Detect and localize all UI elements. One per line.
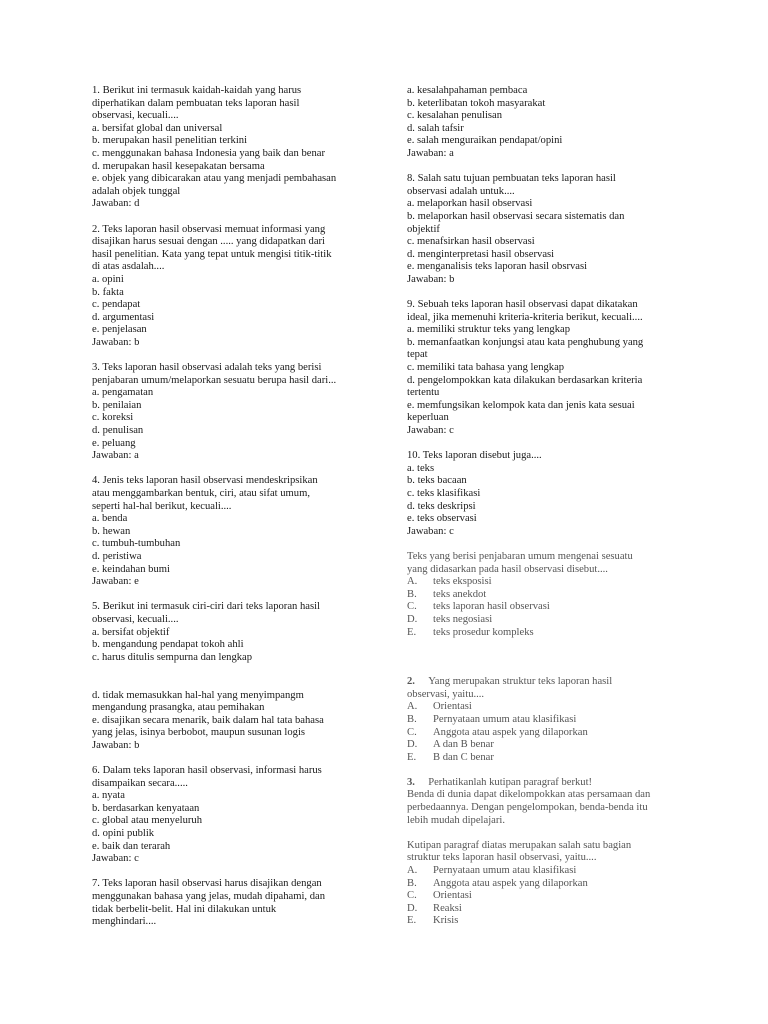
text-line: seperti hal-hal berikut, kecuali.... xyxy=(92,500,232,512)
option-row xyxy=(407,601,679,614)
text-line: d. salah tafsir xyxy=(407,122,464,134)
option-row xyxy=(407,752,679,765)
option-letter: A. xyxy=(407,865,418,877)
text-line: hasil penelitian. Kata yang tepat untuk mengisi titik-titik xyxy=(92,248,332,260)
option-text: teks anekdot xyxy=(433,588,487,600)
option-row xyxy=(407,878,679,891)
option-text: teks negosiasi xyxy=(433,613,493,625)
text-line: Kutipan paragraf diatas merupakan salah satu bagian xyxy=(407,839,632,851)
text-line: objektif xyxy=(407,223,440,235)
text-line: b. merupakan hasil penelitian terkini xyxy=(92,135,248,147)
question-5-part-2 xyxy=(92,677,384,753)
gray-q1-options xyxy=(407,576,679,639)
gray-question-2 xyxy=(407,676,679,764)
text-line: 4. Jenis teks laporan hasil observasi mendeskripsikan xyxy=(92,475,318,487)
text-line: e. disajikan secara menarik, baik dalam hal tata bahasa xyxy=(92,714,324,726)
text-line: a. melaporkan hasil observasi xyxy=(407,198,533,210)
text-line xyxy=(92,677,384,690)
gray-q3-options xyxy=(407,865,679,928)
text-line: b. memanfaatkan konjungsi atau kata penghubung yang xyxy=(407,336,644,348)
text-line: b. teks bacaan xyxy=(407,475,467,487)
text-line: perbedaannya. Dengan pengelompokan, benda-benda itu xyxy=(407,802,648,814)
text-line: d. teks deskripsi xyxy=(407,500,476,512)
text-line: d. menginterpretasi hasil observasi xyxy=(407,248,555,260)
gray-q1-stem xyxy=(407,551,679,576)
text-line: c. menafsirkan hasil observasi xyxy=(407,236,535,248)
option-text: Anggota atau aspek yang dilaporkan xyxy=(433,726,588,738)
text-line: 10. Teks laporan disebut juga.... xyxy=(407,450,542,462)
question-2 xyxy=(92,224,384,350)
option-row xyxy=(407,589,679,602)
text-line: c. teks klasifikasi xyxy=(407,488,481,499)
text-line: observasi, kecuali.... xyxy=(92,110,179,122)
text-line: Jawaban: c xyxy=(407,425,454,437)
gray-q3-question xyxy=(407,840,679,865)
text-line: a. memiliki struktur teks yang lengkap xyxy=(407,324,570,336)
text-line: a. pengamatan xyxy=(92,387,154,399)
option-letter: A. xyxy=(407,576,418,588)
option-row xyxy=(407,701,679,714)
text-line: adalah objek tunggal xyxy=(92,185,181,197)
question-10 xyxy=(407,450,679,538)
option-text: Anggota atau aspek yang dilaporkan xyxy=(433,877,588,889)
text-line: Benda di dunia dapat dikelompokkan atas persamaan dan xyxy=(407,789,651,801)
text-line: d. argumentasi xyxy=(92,311,155,323)
text-line: 5. Berikut ini termasuk ciri-ciri dari teks laporan hasil xyxy=(92,601,320,613)
text-line: c. global atau menyeluruh xyxy=(92,815,203,827)
option-letter: B. xyxy=(407,713,417,725)
gray-q2-number: 2. xyxy=(407,676,415,688)
question-4 xyxy=(92,475,384,588)
text-line: disajikan harus sesuai dengan ..... yang didapatkan dari xyxy=(92,236,325,248)
option-letter: A. xyxy=(407,701,418,713)
option-letter: B. xyxy=(407,588,417,600)
option-row xyxy=(407,739,679,752)
text-line: tertentu xyxy=(407,387,440,399)
text-line: b. melaporkan hasil observasi secara sistematis dan xyxy=(407,210,625,222)
option-row xyxy=(407,890,679,903)
option-text: Pernyataan umum atau klasifikasi xyxy=(433,865,577,877)
text-line: disampaikan secara..... xyxy=(92,777,188,789)
option-row xyxy=(407,915,679,928)
right-column xyxy=(407,85,679,928)
text-line: menghindari.... xyxy=(92,916,157,928)
text-line: e. keindahan bumi xyxy=(92,563,170,575)
question-6 xyxy=(92,765,384,866)
text-line: yang didasarkan pada hasil observasi disebut.... xyxy=(407,563,608,575)
left-column xyxy=(92,85,384,941)
text-line: tidak berbelit-belit. Hal ini dilakukan untuk xyxy=(92,903,277,915)
text-line: diperhatikan dalam pembuatan teks laporan hasil xyxy=(92,97,300,109)
question-1 xyxy=(92,85,384,211)
text-line: 6. Dalam teks laporan hasil observasi, informasi harus xyxy=(92,765,322,777)
text-line: 1. Berikut ini termasuk kaidah-kaidah yang harus xyxy=(92,85,302,96)
text-line: Teks yang berisi penjabaran umum mengenai sesuatu xyxy=(407,550,633,562)
option-text: B dan C benar xyxy=(433,751,494,763)
option-text: teks laporan hasil observasi xyxy=(433,601,550,613)
option-letter: D. xyxy=(407,739,418,751)
text-line: b. hewan xyxy=(92,525,131,537)
gray-q3-passage xyxy=(407,789,679,827)
option-text: Pernyataan umum atau klasifikasi xyxy=(433,713,577,725)
text-line: e. menganalisis teks laporan hasil obsrvasi xyxy=(407,261,588,273)
text-line: tepat xyxy=(407,349,428,361)
option-letter: C. xyxy=(407,601,417,613)
text-line: di atas asdalah.... xyxy=(92,261,165,273)
text-line: d. opini publik xyxy=(92,828,155,840)
question-7-stem xyxy=(92,878,384,928)
text-line: Jawaban: b xyxy=(407,273,455,285)
text-line: 9. Sebuah teks laporan hasil observasi dapat dikatakan xyxy=(407,299,638,311)
option-text: teks eksposisi xyxy=(433,576,492,588)
option-text: Orientasi xyxy=(433,701,472,713)
text-line: Jawaban: c xyxy=(407,525,454,537)
text-line: b. berdasarkan kenyataan xyxy=(92,802,200,814)
question-7-options xyxy=(407,85,679,161)
text-line: observasi adalah untuk.... xyxy=(407,185,515,197)
option-letter: E. xyxy=(407,751,417,763)
text-line: a. opini xyxy=(92,273,124,285)
text-line: c. harus ditulis sempurna dan lengkap xyxy=(92,651,253,663)
option-text: A dan B benar xyxy=(433,739,494,751)
option-letter: C. xyxy=(407,890,417,902)
text-line: d. merupakan hasil kesepakatan bersama xyxy=(92,160,265,172)
text-line: Jawaban: d xyxy=(92,198,140,210)
option-row xyxy=(407,714,679,727)
gray-q3-stem: Perhatikanlah kutipan paragraf berkut! xyxy=(428,776,593,788)
text-line: d. pengelompokkan kata dilakukan berdasarkan kriteria xyxy=(407,374,643,386)
text-line: e. penjelasan xyxy=(92,324,147,336)
text-line: a. benda xyxy=(92,513,128,525)
text-line: a. kesalahpahaman pembaca xyxy=(407,85,528,96)
text-line: e. baik dan terarah xyxy=(92,840,171,852)
option-row xyxy=(407,903,679,916)
option-row xyxy=(407,865,679,878)
text-line: e. salah menguraikan pendapat/opini xyxy=(407,135,563,147)
option-letter: D. xyxy=(407,902,418,914)
text-line: keperluan xyxy=(407,412,449,424)
text-line: mengandung prasangka, atau pemihakan xyxy=(92,702,265,714)
option-row xyxy=(407,727,679,740)
text-line: b. keterlibatan tokoh masyarakat xyxy=(407,97,546,109)
text-line: a. teks xyxy=(407,462,435,474)
option-letter: D. xyxy=(407,613,418,625)
text-line: 2. Teks laporan hasil observasi memuat informasi yang xyxy=(92,223,326,235)
text-line: Jawaban: b xyxy=(92,336,140,348)
text-line: 8. Salah satu tujuan pembuatan teks laporan hasil xyxy=(407,173,616,185)
option-text: teks prosedur kompleks xyxy=(433,626,534,638)
question-5-part-1 xyxy=(92,601,384,664)
question-9 xyxy=(407,299,679,438)
gray-question-3 xyxy=(407,777,679,928)
option-text: Orientasi xyxy=(433,890,472,902)
text-line: d. tidak memasukkan hal-hal yang menyimpangm xyxy=(92,689,304,701)
option-letter: B. xyxy=(407,877,417,889)
option-text: Krisis xyxy=(433,915,459,927)
question-8 xyxy=(407,173,679,286)
text-line: b. mengandung pendapat tokoh ahli xyxy=(92,639,244,651)
text-line: ideal, jika memenuhi kriteria-kriteria berikut, kecuali.... xyxy=(407,311,643,323)
gray-q2-stem-first: Yang merupakan struktur teks laporan hasil xyxy=(428,676,613,688)
text-line: observasi, kecuali.... xyxy=(92,613,179,625)
text-line: c. tumbuh-tumbuhan xyxy=(92,538,181,550)
option-row xyxy=(407,576,679,589)
option-letter: C. xyxy=(407,726,417,738)
text-line: b. penilaian xyxy=(92,399,142,411)
text-line: e. objek yang dibicarakan atau yang menjadi pembahasan xyxy=(92,173,337,185)
text-line: d. peristiwa xyxy=(92,550,142,562)
text-line: Jawaban: a xyxy=(92,450,139,462)
gray-q2-stem-second: observasi, yaitu.... xyxy=(407,688,485,700)
option-text: Reaksi xyxy=(433,902,462,914)
text-line: d. penulisan xyxy=(92,425,144,437)
text-line: a. nyata xyxy=(92,790,125,802)
text-line: struktur teks laporan hasil observasi, yaitu.... xyxy=(407,852,597,864)
question-3 xyxy=(92,362,384,463)
text-line: c. pendapat xyxy=(92,299,141,311)
text-line: lebih mudah dipelajari. xyxy=(407,814,505,826)
option-letter: E. xyxy=(407,626,417,638)
text-line: yang jelas, isinya berbobot, maupun susunan logis xyxy=(92,727,306,739)
text-line: c. menggunakan bahasa Indonesia yang baik dan benar xyxy=(92,147,325,159)
gray-q3-number: 3. xyxy=(407,776,415,788)
text-line: Jawaban: a xyxy=(407,147,454,159)
text-line: e. teks observasi xyxy=(407,513,477,525)
text-line: a. bersifat global dan universal xyxy=(92,122,223,134)
text-line: atau menggambarkan bentuk, ciri, atau sifat umum, xyxy=(92,488,310,499)
gray-q2-options xyxy=(407,701,679,764)
text-line: e. peluang xyxy=(92,437,136,449)
text-line: 3. Teks laporan hasil observasi adalah teks yang berisi xyxy=(92,362,322,374)
text-line: Jawaban: b xyxy=(92,739,140,751)
text-line: menggunakan bahasa yang jelas, mudah dipahami, dan xyxy=(92,891,325,902)
text-line: Jawaban: e xyxy=(92,576,139,588)
text-line: 7. Teks laporan hasil observasi harus disajikan dengan xyxy=(92,878,322,890)
text-line: Jawaban: c xyxy=(92,853,139,865)
text-line: c. kesalahan penulisan xyxy=(407,110,503,122)
option-letter: E. xyxy=(407,915,417,927)
option-row xyxy=(407,614,679,627)
option-row xyxy=(407,627,679,640)
text-line: c. koreksi xyxy=(92,412,134,424)
gray-question-1 xyxy=(407,551,679,639)
text-line: penjabaran umum/melaporkan sesuatu berupa hasil dari... xyxy=(92,374,337,386)
text-line: e. memfungsikan kelompok kata dan jenis kata sesuai xyxy=(407,399,635,411)
text-line: a. bersifat objektif xyxy=(92,626,170,638)
text-line: c. memiliki tata bahasa yang lengkap xyxy=(407,362,565,374)
text-line: b. fakta xyxy=(92,286,124,298)
